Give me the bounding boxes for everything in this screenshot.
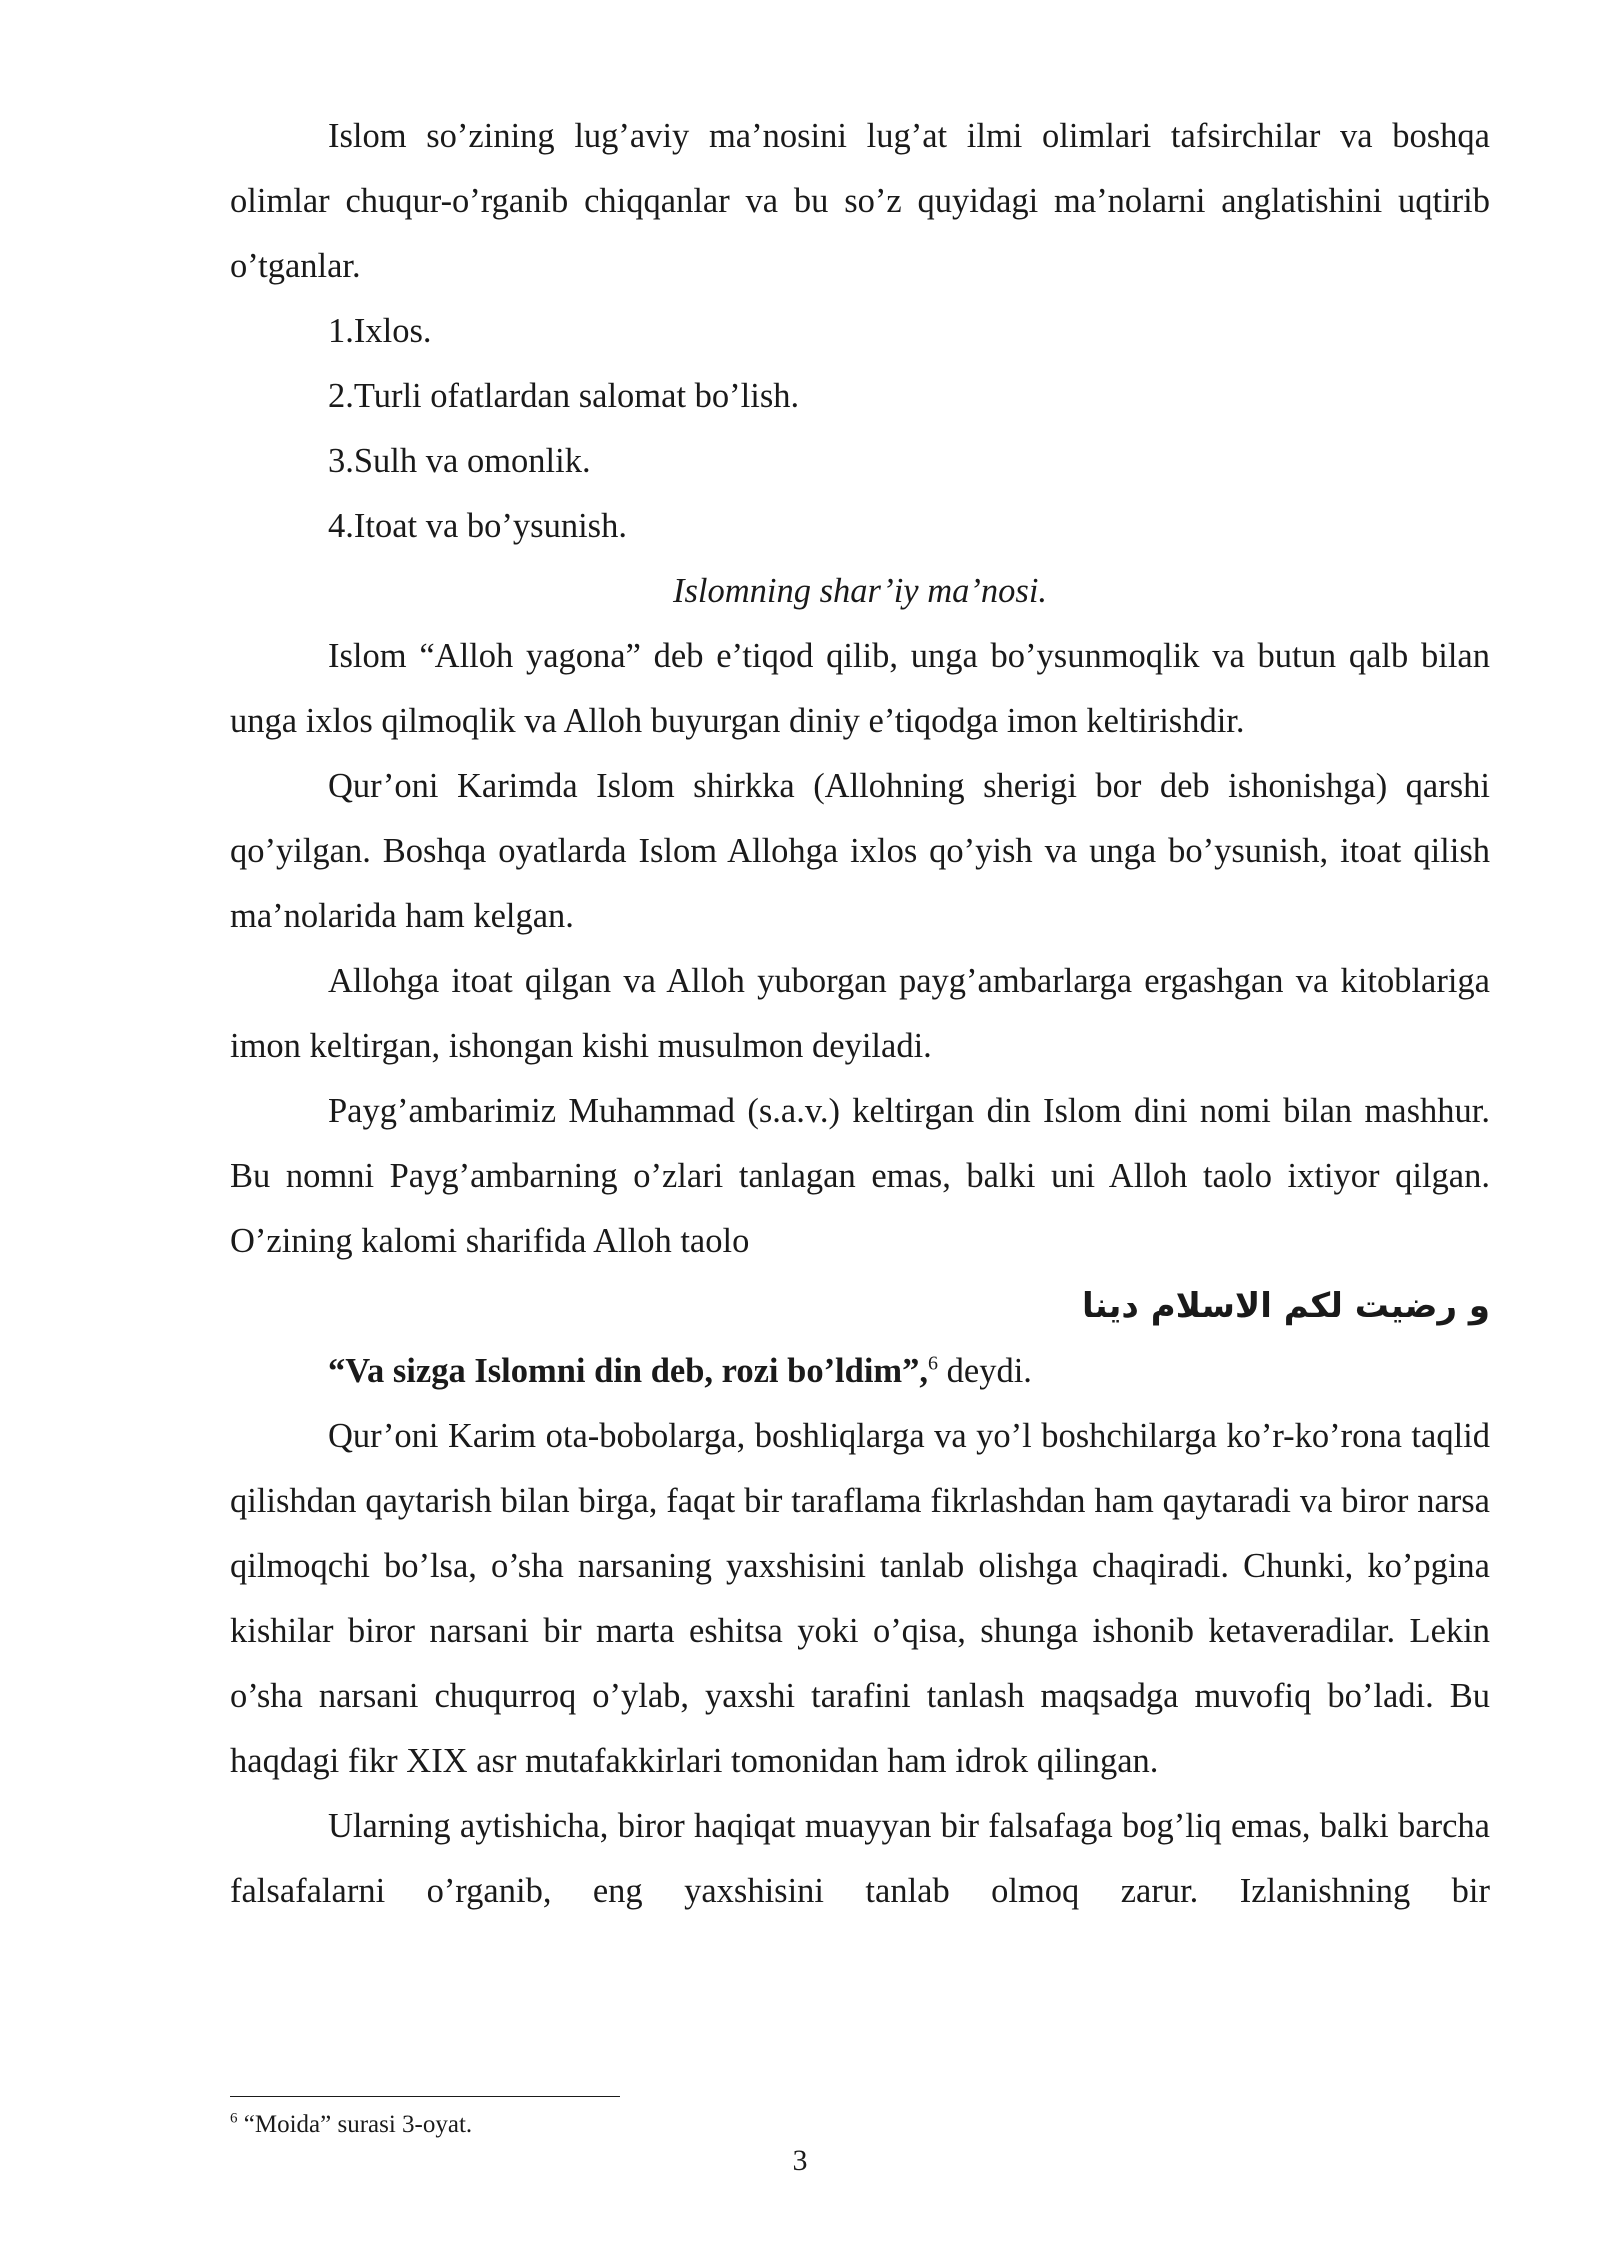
paragraph-taqlid: Qur’oni Karim ota-bobolarga, boshliqlarga va yo’l boshchilarga ko’r-ko’rona taqlid qilishdan qaytarish bilan birga, faqat bir taraflama fikrlashdan ham qaytaradi va biror narsa qilmoqchi bo’lsa, o’sha narsaning yaxshisini tanlab olishga chaqiradi. Chunki, ko’pgina kishilar biror narsani bir marta eshitsa yoki o’qisa, shunga ishonib ketaveradilar. Lekin o’sha narsani chuqurroq o’ylab, yaxshi tarafini tanlash maqsadga muvofiq bo’ladi. Bu haqdagi fikr XIX asr mutafakkirlari tomonidan ham idrok qilingan. — [230, 1417, 1490, 1780]
list-item-3: 3.Sulh va omonlik. — [328, 442, 591, 480]
page-number: 3 — [792, 2144, 808, 2177]
footnote — [230, 2106, 1130, 2144]
section-heading: Islomning shar’iy ma’nosi. — [672, 572, 1048, 610]
paragraph-islom-definition: Islom “Alloh yagona” deb e’tiqod qilib, unga bo’ysunmoqlik va butun qalb bilan unga ixlos qilmoqlik va Alloh buyurgan diniy e’tiqodga imon keltirishdir. — [230, 637, 1490, 740]
footnote-mark: 6 — [230, 2110, 238, 2127]
paragraph-haqiqat — [230, 1794, 1490, 1924]
list-item-1: 1.Ixlos. — [328, 312, 432, 350]
footnote-divider — [230, 2096, 620, 2097]
paragraph-quran-shirk: Qur’oni Karimda Islom shirkka (Allohning sherigi bor deb ishonishga) qarshi qo’yilgan. Boshqa oyatlarda Islom Allohga ixlos qo’yish va unga bo’ysunish, itoat qilish ma’nolarida ham kelgan. — [230, 767, 1490, 935]
paragraph-islom-name: Payg’ambarimiz Muhammad (s.a.v.) keltirgan din Islom dini nomi bilan mashhur. Bu nomni Payg’ambarning o’zlari tanlagan emas, balki uni Alloh taolo ixtiyor qilgan. O’zining kalomi sharifida Alloh taolo — [230, 1092, 1490, 1260]
page-body — [230, 104, 1490, 1924]
list-item-4: 4.Itoat va bo’ysunish. — [328, 507, 627, 545]
footnote-text: “Moida” surasi 3-oyat. — [237, 2111, 473, 2138]
arabic-verse: و رضيت لكم الاسلام دينا — [1082, 1286, 1490, 1326]
paragraph-haqiqat-text: Ularning aytishicha, biror haqiqat muayyan bir falsafaga bog’liq emas, balki barcha falsafalarni o’rganib, eng yaxshisini tanlab olmoq zarur. Izlanishning bir — [230, 1807, 1490, 1910]
list-item-2: 2.Turli ofatlardan salomat bo’lish. — [328, 377, 800, 415]
paragraph-islom-lexical: Islom so’zining lug’aviy ma’nosini lug’at ilmi olimlari tafsirchilar va boshqa olimlar chuqur-o’rganib chiqqanlar va bu so’z quyidagi ma’nolarni anglatishini uqtirib o’tganlar. — [230, 117, 1490, 285]
paragraph-muslim: Allohga itoat qilgan va Alloh yuborgan payg’ambarlarga ergashgan va kitoblariga imon keltirgan, ishongan kishi musulmon deyiladi. — [230, 962, 1490, 1065]
footnote-ref[interactable]: 6 — [928, 1352, 939, 1375]
quote-bold: “Va sizga Islomni din deb, rozi bo’ldim”, — [328, 1352, 929, 1390]
quote-tail: deydi. — [938, 1352, 1032, 1390]
quote-line — [230, 1339, 1490, 1404]
